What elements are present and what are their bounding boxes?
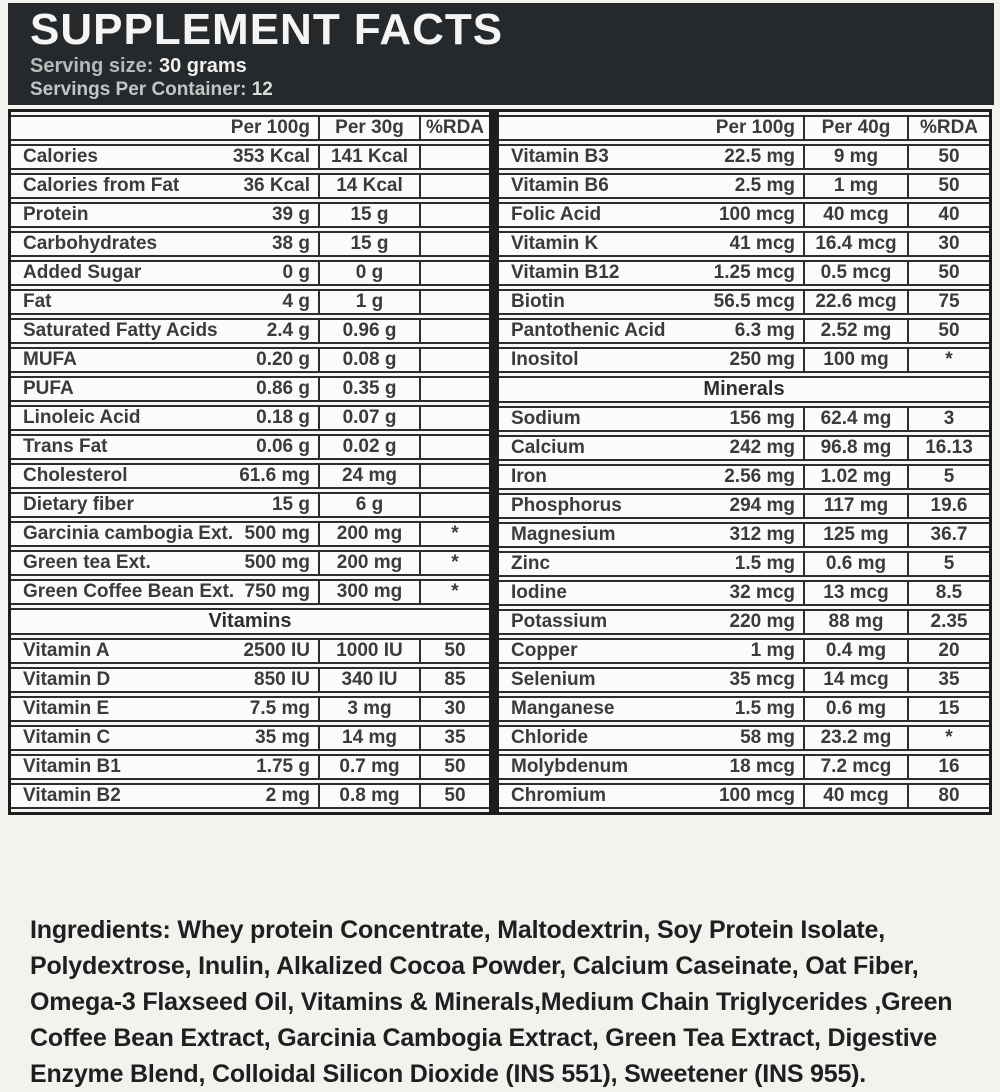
per-100g-value: 1.75 g [256,756,310,777]
serving-size [30,55,994,78]
rda-value: * [419,550,489,576]
nutrient-label: Cholesterol [23,465,128,486]
nutrient-label: Magnesium [511,524,616,545]
per-serving-value: 200 mg [318,550,419,576]
nutrient-label: Molybdenum [511,756,629,777]
serving-size-label: Serving size: [30,54,154,77]
rda-value: 50 [907,173,989,199]
per-serving-value: 6 g [318,492,419,518]
table-row [499,522,989,548]
nutrient-label: Inositol [511,349,579,370]
per-serving-value: 14 mg [318,725,419,751]
rda-value: 5 [907,551,989,577]
nutrient-label: Garcinia cambogia Ext. [23,523,234,544]
rda-value: * [419,521,489,547]
per-serving-value: 0.02 g [318,434,419,460]
table-row [11,521,489,547]
per-100g-value: 36 Kcal [243,175,310,196]
table-row [499,173,989,199]
rda-value: 5 [907,464,989,490]
nutrient-label: Vitamin E [23,698,110,719]
per-serving-value: 23.2 mg [803,725,907,751]
nutrient-label: Fat [23,291,52,312]
table-row [11,696,489,722]
nutrient-label: Calories [23,146,98,167]
rda-value: 80 [907,783,989,809]
nutrition-table-right [494,109,992,815]
rda-value: 30 [907,231,989,257]
nutrient-label: Copper [511,640,578,661]
nutrient-label: Vitamin B6 [511,175,609,196]
nutrient-label: Folic Acid [511,204,602,225]
per-100g-value: 100 mcg [718,785,795,806]
rda-value: 15 [907,696,989,722]
nutrient-label: Potassium [511,611,608,632]
nutrient-label: Green tea Ext. [23,552,151,573]
servings-value: 12 [251,78,273,100]
rda-value: 35 [419,725,489,751]
per-100g-value: 0.20 g [256,349,310,370]
table-row [499,725,989,751]
per-100g-value: 294 mg [729,495,795,516]
per-serving-value: 141 Kcal [318,144,419,170]
table-row [11,202,489,228]
table-row [11,754,489,780]
nutrient-label: Vitamin K [511,233,599,254]
column-header-per-100g: Per 100g [11,115,318,141]
per-100g-value: 2 mg [265,785,310,806]
table-row [499,435,989,461]
per-serving-value: 125 mg [803,522,907,548]
rda-value: 19.6 [907,493,989,519]
table-row [11,260,489,286]
table-row [499,289,989,315]
nutrient-label: Vitamin B1 [23,756,121,777]
per-100g-value: 500 mg [244,552,310,573]
nutrition-table [499,112,989,812]
table-row [11,492,489,518]
per-serving-value: 1 mg [803,173,907,199]
per-100g-value: 0.86 g [256,378,310,399]
per-serving-value: 14 Kcal [318,173,419,199]
rda-value: 3 [907,406,989,432]
page-title: SUPPLEMENT FACTS [30,5,504,54]
serving-size-value: 30 grams [158,54,247,77]
per-serving-value: 15 g [318,202,419,228]
nutrient-label: Vitamin A [23,640,110,661]
table-row [11,347,489,373]
per-serving-value: 0.6 mg [803,551,907,577]
per-100g-value: 0.18 g [256,407,310,428]
per-serving-value: 0.08 g [318,347,419,373]
rda-value [419,318,489,344]
nutrient-label: Selenium [511,669,596,690]
per-serving-value: 13 mcg [803,580,907,606]
per-100g-value: 41 mcg [729,233,795,254]
per-100g-value: 220 mg [729,611,795,632]
table-header-row [499,115,989,141]
nutrient-label: Iron [511,466,547,487]
per-serving-value: 96.8 mg [803,435,907,461]
per-100g-value: 61.6 mg [239,465,310,486]
nutrient-label: Manganese [511,698,615,719]
section-title: Minerals [499,376,989,403]
per-serving-value: 1000 IU [318,638,419,664]
table-row [11,231,489,257]
rda-value [419,173,489,199]
per-serving-value: 15 g [318,231,419,257]
rda-value [419,231,489,257]
table-row [499,551,989,577]
ingredients-paragraph [30,912,982,1092]
table-row [11,638,489,664]
rda-value: 50 [419,638,489,664]
column-header-rda: %RDA [419,115,489,141]
nutrient-label: Calcium [511,437,585,458]
nutrient-label: Sodium [511,408,581,429]
per-serving-value: 117 mg [803,493,907,519]
rda-value: 50 [907,260,989,286]
table-row [499,638,989,664]
section-row [499,376,989,403]
nutrient-label: Chloride [511,727,589,748]
nutrient-label: Green Coffee Bean Ext. [23,581,235,602]
table-row [499,464,989,490]
rda-value: 8.5 [907,580,989,606]
nutrient-label: Biotin [511,291,565,312]
nutrient-label: PUFA [23,378,74,399]
per-100g-value: 242 mg [729,437,795,458]
per-100g-value: 500 mg [244,523,310,544]
rda-value: 16.13 [907,435,989,461]
nutrient-label: Vitamin B2 [23,785,121,806]
table-row [11,376,489,402]
per-100g-value: 22.5 mg [724,146,795,167]
per-serving-value: 0.6 mg [803,696,907,722]
table-row [499,667,989,693]
table-row [499,406,989,432]
section-title: Vitamins [11,608,489,635]
nutrient-label: Zinc [511,553,551,574]
rda-value [419,492,489,518]
rda-value [419,202,489,228]
nutrition-table [11,112,489,812]
table-row [11,667,489,693]
per-100g-value: 4 g [282,291,310,312]
per-serving-value: 0.96 g [318,318,419,344]
rda-value: 35 [907,667,989,693]
table-row [11,783,489,809]
per-100g-value: 6.3 mg [734,320,795,341]
per-100g-value: 15 g [271,494,310,515]
per-100g-value: 1.5 mg [734,698,795,719]
table-row [11,579,489,605]
per-serving-value: 300 mg [318,579,419,605]
table-row [11,144,489,170]
per-serving-value: 0.7 mg [318,754,419,780]
per-100g-value: 2.4 g [266,320,310,341]
per-serving-value: 22.6 mcg [803,289,907,315]
ingredients-text: Whey protein Concentrate, Maltodextrin, Soy Protein Isolate, Polydextrose, Inulin, Alkalized Cocoa Powder, Calcium Caseinate, Oat Fiber, Omega-3 Flaxseed Oil, Vitamins & Minerals,Medium Chain Triglycerides ,Green Coffee Bean Extract, Garcinia Cambogia Extract, Green Tea Extract, Digestive Enzyme Blend, Colloidal Silicon Dioxide (INS 551), Sweetener (INS 955). [30,916,953,1088]
column-header-per-100g: Per 100g [499,115,803,141]
rda-value: 36.7 [907,522,989,548]
table-row [11,405,489,431]
nutrient-label: Protein [23,204,89,225]
rda-value [419,405,489,431]
table-row [499,754,989,780]
table-row [499,202,989,228]
rda-value: 40 [907,202,989,228]
per-serving-value: 14 mcg [803,667,907,693]
rda-value: 75 [907,289,989,315]
per-100g-value: 100 mcg [718,204,795,225]
rda-value [419,144,489,170]
rda-value: 30 [419,696,489,722]
per-100g-value: 1.25 mcg [713,262,795,283]
per-serving-value: 0.07 g [318,405,419,431]
per-serving-value: 62.4 mg [803,406,907,432]
ingredients-label: Ingredients: [30,916,171,944]
per-serving-value: 0.5 mcg [803,260,907,286]
table-header-row [11,115,489,141]
section-row [11,608,489,635]
table-row [499,347,989,373]
per-100g-value: 2.5 mg [734,175,795,196]
per-serving-value: 9 mg [803,144,907,170]
nutrient-label: Pantothenic Acid [511,320,666,341]
per-serving-value: 0.4 mg [803,638,907,664]
per-100g-value: 35 mg [255,727,310,748]
table-row [499,493,989,519]
nutrient-label: Added Sugar [23,262,142,283]
per-100g-value: 250 mg [729,349,795,370]
rda-value: 50 [419,754,489,780]
per-serving-value: 16.4 mcg [803,231,907,257]
rda-value [419,260,489,286]
nutrient-label: Phosphorus [511,495,622,516]
table-row [499,783,989,809]
per-100g-value: 750 mg [244,581,310,602]
rda-value: 85 [419,667,489,693]
nutrition-tables [8,109,992,815]
table-row [11,318,489,344]
per-serving-value: 0.8 mg [318,783,419,809]
per-serving-value: 3 mg [318,696,419,722]
nutrient-label: Vitamin B12 [511,262,620,283]
nutrient-label: Vitamin B3 [511,146,609,167]
per-serving-value: 200 mg [318,521,419,547]
table-row [499,696,989,722]
per-100g-value: 2.56 mg [724,466,795,487]
per-100g-value: 850 IU [254,669,310,690]
nutrient-label: Linoleic Acid [23,407,141,428]
table-row [499,260,989,286]
table-row [499,144,989,170]
table-row [499,580,989,606]
per-100g-value: 1.5 mg [734,553,795,574]
column-header-per-serving: Per 40g [803,115,907,141]
rda-value: 16 [907,754,989,780]
nutrient-label: Calories from Fat [23,175,180,196]
nutrition-table-left [8,109,494,815]
per-100g-value: 156 mg [729,408,795,429]
servings-per-container [30,79,994,101]
column-header-rda: %RDA [907,115,989,141]
table-row [499,318,989,344]
column-header-per-serving: Per 30g [318,115,419,141]
per-serving-value: 1.02 mg [803,464,907,490]
per-100g-value: 38 g [271,233,310,254]
rda-value [419,376,489,402]
rda-value [419,289,489,315]
table-row [11,289,489,315]
nutrient-label: Vitamin C [23,727,111,748]
per-serving-value: 7.2 mcg [803,754,907,780]
servings-label: Servings Per Container: [30,78,247,100]
per-serving-value: 40 mcg [803,783,907,809]
nutrient-label: Trans Fat [23,436,108,457]
nutrient-label: Saturated Fatty Acids [23,320,218,341]
rda-value [419,463,489,489]
nutrient-label: Vitamin D [23,669,111,690]
rda-value: * [907,725,989,751]
table-row [11,434,489,460]
per-serving-value: 0 g [318,260,419,286]
table-row [11,173,489,199]
rda-value: 20 [907,638,989,664]
table-row [499,231,989,257]
nutrient-label: Iodine [511,582,567,603]
per-100g-value: 2500 IU [243,640,310,661]
per-serving-value: 88 mg [803,609,907,635]
per-100g-value: 312 mg [729,524,795,545]
rda-value: * [419,579,489,605]
per-serving-value: 2.52 mg [803,318,907,344]
rda-value: 50 [907,144,989,170]
rda-value [419,434,489,460]
per-100g-value: 353 Kcal [232,146,310,167]
per-100g-value: 7.5 mg [249,698,310,719]
rda-value: 2.35 [907,609,989,635]
per-100g-value: 0 g [282,262,310,283]
per-100g-value: 1 mg [750,640,795,661]
rda-value: * [907,347,989,373]
nutrient-label: Dietary fiber [23,494,134,515]
per-100g-value: 32 mcg [729,582,795,603]
per-serving-value: 100 mg [803,347,907,373]
per-serving-value: 340 IU [318,667,419,693]
table-row [11,463,489,489]
per-serving-value: 0.35 g [318,376,419,402]
table-row [11,725,489,751]
per-serving-value: 40 mcg [803,202,907,228]
rda-value: 50 [419,783,489,809]
nutrient-label: Carbohydrates [23,233,158,254]
table-row [11,550,489,576]
per-serving-value: 1 g [318,289,419,315]
nutrient-label: MUFA [23,349,77,370]
per-100g-value: 0.06 g [256,436,310,457]
table-row [499,609,989,635]
per-100g-value: 18 mcg [729,756,795,777]
rda-value: 50 [907,318,989,344]
per-serving-value: 24 mg [318,463,419,489]
per-100g-value: 58 mg [740,727,795,748]
rda-value [419,347,489,373]
nutrient-label: Chromium [511,785,606,806]
supplement-facts-header [8,3,994,105]
per-100g-value: 35 mcg [729,669,795,690]
per-100g-value: 56.5 mcg [713,291,795,312]
per-100g-value: 39 g [271,204,310,225]
